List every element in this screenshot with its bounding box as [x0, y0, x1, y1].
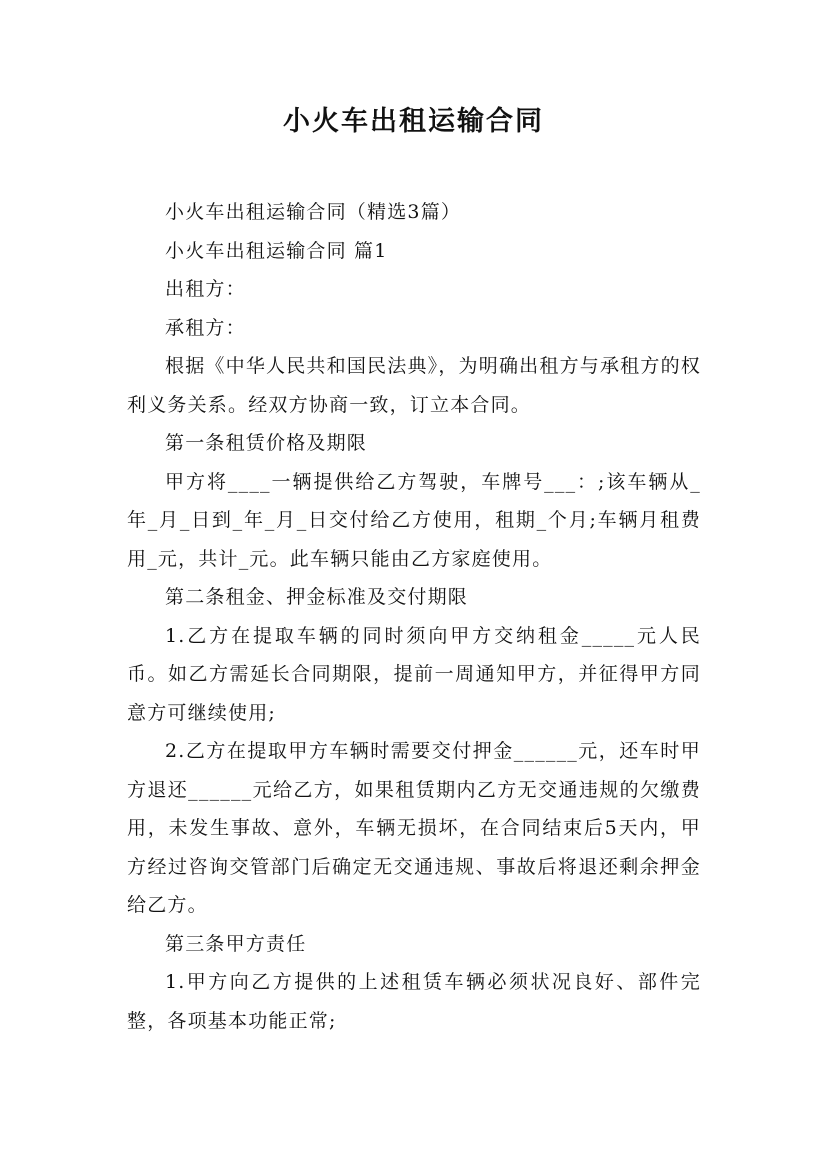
paragraph-subtitle: 小火车出租运输合同（精选3篇）: [165, 201, 462, 223]
paragraph-preamble: 根据《中华人民共和国民法典》，为明确出租方与承租方的权利义务关系。经双方协商一致，订立本合同。: [127, 355, 701, 416]
paragraph-lessor: 出租方：: [165, 278, 246, 300]
paragraph-article-2-item-1: 1.乙方在提取车辆的同时须向甲方交纳租金_____元人民币。如乙方需延长合同期限，提前一周通知甲方，并征得甲方同意方可继续使用;: [127, 624, 701, 724]
paragraph-article-1-heading: 第一条租赁价格及期限: [165, 432, 368, 454]
document-body: [127, 193, 701, 1040]
paragraph-article-3-heading: 第三条甲方责任: [165, 932, 307, 955]
paragraph-article-2-heading: 第二条租金、押金标准及交付期限: [165, 586, 469, 608]
paragraph-article-3-item-1: 1.甲方向乙方提供的上述租赁车辆必须状况良好、部件完整，各项基本功能正常;: [127, 971, 701, 1032]
paragraph-lessee: 承租方：: [165, 316, 246, 339]
paragraph-section-heading: 小火车出租运输合同 篇1: [165, 239, 388, 262]
paragraph-article-1-body: 甲方将____一辆提供给乙方驾驶，车牌号___：;该车辆从_年_月_日到_年_月_日交付给乙方使用，租期_个月;车辆月租费用_元，共计_元。此车辆只能由乙方家庭使用。: [127, 470, 701, 570]
paragraph-article-2-item-2: 2.乙方在提取甲方车辆时需要交付押金______元，还车时甲方退还______元给乙方，如果租赁期内乙方无交通违规的欠缴费用，未发生事故、意外，车辆无损坏，在合同结束后5天内，甲方经过咨询交管部门后确定无交通违规、事故后将退还剩余押金给乙方。: [127, 740, 701, 916]
document-title: 小火车出租运输合同: [283, 106, 544, 137]
